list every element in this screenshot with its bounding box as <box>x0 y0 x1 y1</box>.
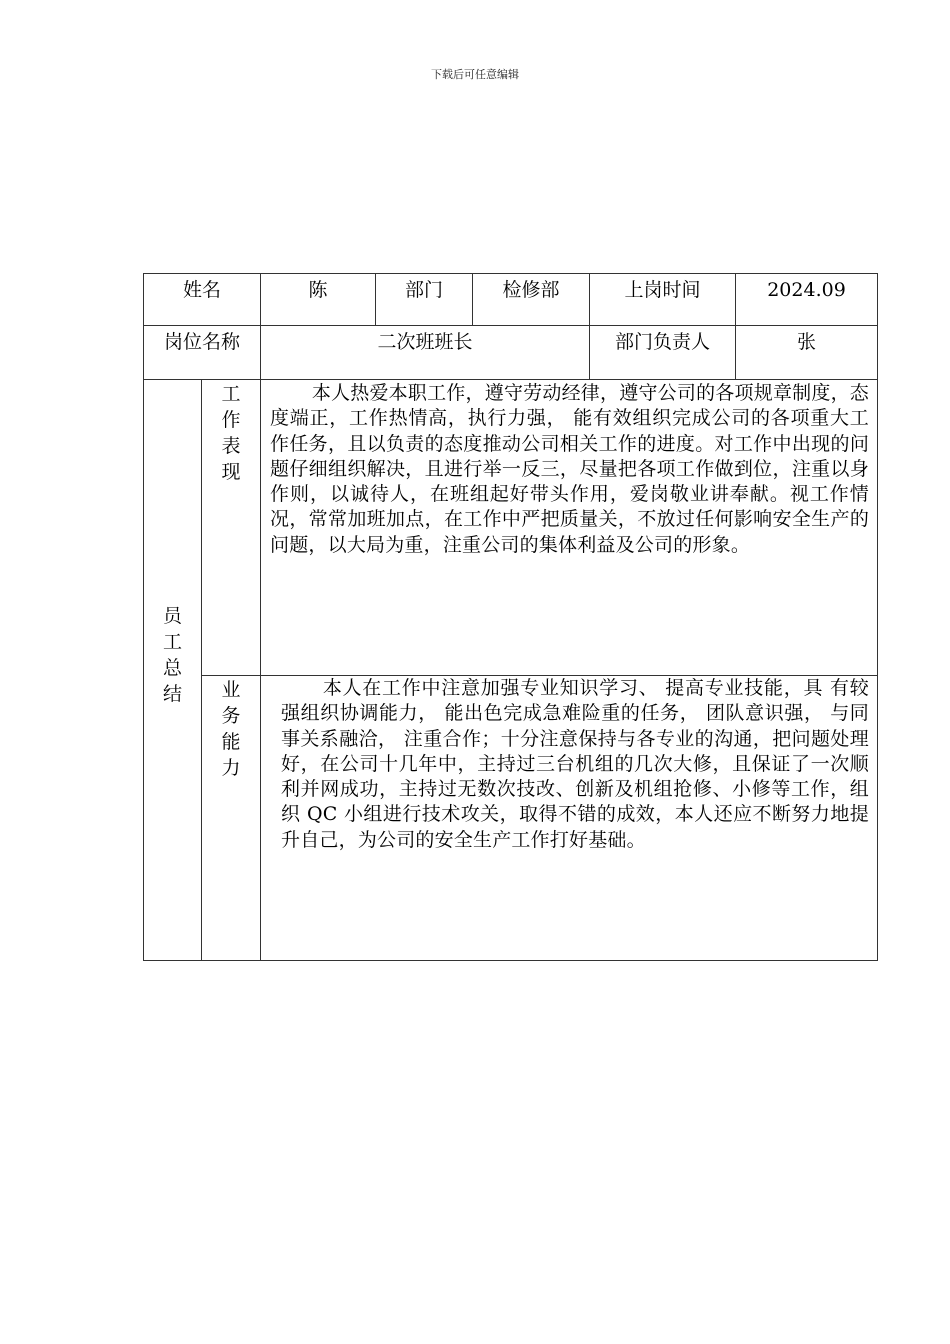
ability-label: 业务能力 <box>221 679 241 779</box>
name-label: 姓名 <box>144 274 261 326</box>
performance-label-cell <box>202 380 261 676</box>
form-row-performance <box>144 380 878 676</box>
start-date-label: 上岗时间 <box>590 274 736 326</box>
employee-summary-form <box>143 273 878 961</box>
position-value: 二次班班长 <box>261 326 590 380</box>
performance-text: 本人热爱本职工作，遵守劳动经律，遵守公司的各项规章制度，态度端正，工作热情高，执行力强， 能有效组织完成公司的各项重大工作任务，且以负责的态度推动公司相关工作的进度。对工作中出现的问题仔细组织解决，且进行举一反三，尽量把各项工作做到位，注重以身作则，以诚待人，在班组起好带头作用，爱岗敬业讲奉献。视工作情况，常常加班加点，在工作中严把质量关，不放过任何影响安全生产的问题，以大局为重，注重公司的集体利益及公司的形象。 <box>261 380 878 676</box>
dept-label: 部门 <box>376 274 473 326</box>
header-note: 下载后可任意编辑 <box>431 68 519 81</box>
form-row-basic <box>144 274 878 326</box>
position-label: 岗位名称 <box>144 326 261 380</box>
ability-text: 本人在工作中注意加强专业知识学习、 提高专业技能，具 有较强组织协调能力， 能出色完成急难险重的任务， 团队意识强， 与同事关系融洽， 注重合作；十分注意保持与各专业的沟通，把问题处理好，在公司十几年中，主持过三台机组的几次大修，且保证了一次顺利并网成功，主持过无数次技改、创新及机组抢修、小修等工作，组织 QC 小组进行技术攻关，取得不错的成效，本人还应不断努力地提升自己，为公司的安全生产工作打好基础。 <box>261 676 878 961</box>
summary-label: 员工总结 <box>163 605 183 705</box>
ability-label-cell <box>202 676 261 961</box>
dept-head-value: 张 <box>736 326 878 380</box>
name-value: 陈 <box>261 274 376 326</box>
performance-label: 工作表现 <box>221 383 241 483</box>
form-row-ability <box>144 676 878 961</box>
start-date-value: 2024.09 <box>736 274 878 326</box>
form-row-position <box>144 326 878 380</box>
dept-value: 检修部 <box>473 274 590 326</box>
summary-label-cell <box>144 380 202 961</box>
dept-head-label: 部门负责人 <box>590 326 736 380</box>
